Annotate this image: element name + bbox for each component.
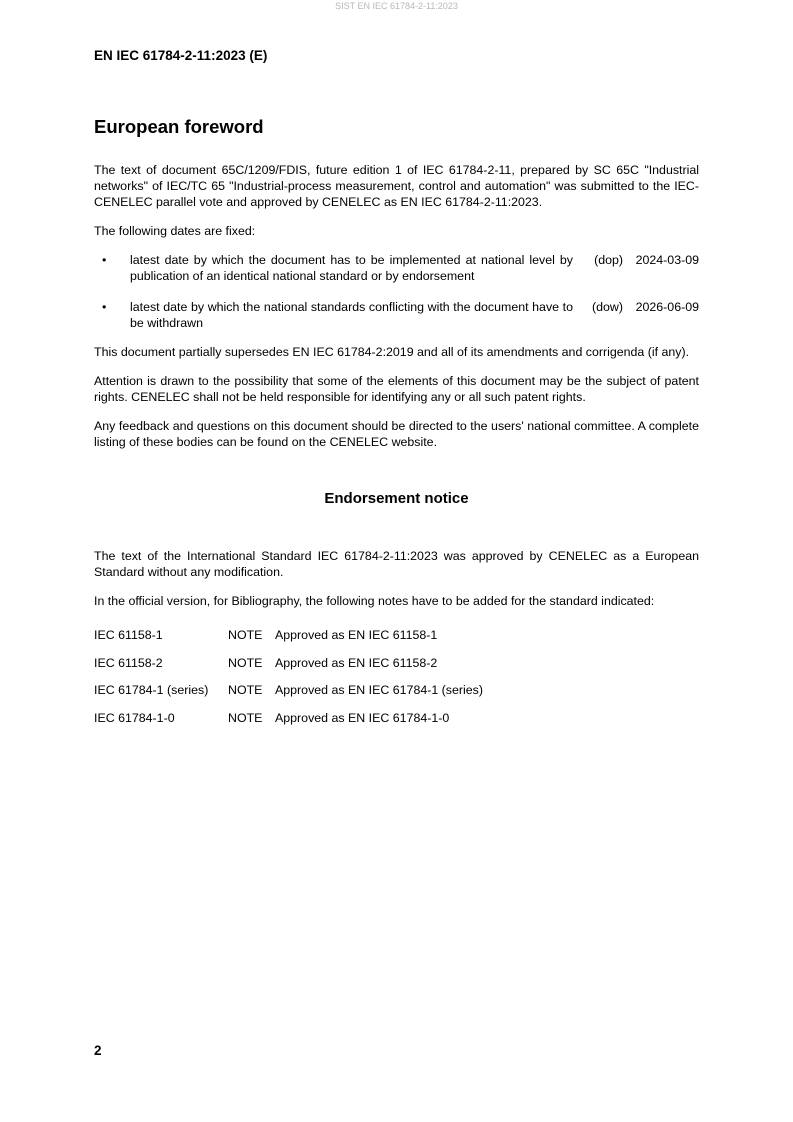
bibliography-note-label: NOTE	[228, 655, 263, 670]
bibliography-standard: IEC 61158-1	[94, 628, 163, 642]
supersedes-paragraph: This document partially supersedes EN IEC 61784-2:2019 and all of its amendments and corrigenda (if any).	[94, 345, 690, 359]
endorsement-title: Endorsement notice	[324, 490, 469, 507]
bibliography-intro: In the official version, for Bibliography, the following notes have to be added for the standard indicated:	[94, 594, 655, 608]
bibliography-note-text: Approved as EN IEC 61784-1-0	[275, 710, 450, 725]
bibliography-row	[94, 655, 699, 671]
date-value: 2026-06-09	[635, 300, 699, 314]
date-description: latest date by which the document has to be implemented at national level by publication of an identical national standard or by endorsement	[130, 253, 573, 283]
bibliography-standard: IEC 61158-2	[94, 655, 163, 670]
bullet-icon: •	[102, 300, 107, 314]
patent-paragraph: Attention is drawn to the possibility that some of the elements of this document may be the subject of patent rights. CENELEC shall not be held responsible for identifying any or all such patent rights.	[94, 374, 699, 404]
date-description: latest date by which the national standards conflicting with the document have to be withdrawn	[130, 300, 573, 330]
endorsement-paragraph: The text of the International Standard IEC 61784-2-11:2023 was approved by CENELEC as a European Standard without any modification.	[94, 549, 699, 579]
dates-intro: The following dates are fixed:	[94, 224, 256, 238]
bullet-icon: •	[102, 253, 107, 267]
bibliography-note-label: NOTE	[228, 628, 263, 642]
bibliography-note-text: Approved as EN IEC 61158-2	[275, 655, 438, 670]
page-number: 2	[94, 1043, 102, 1058]
page-content	[94, 116, 699, 737]
bibliography-standard: IEC 61784-1 (series)	[94, 683, 209, 697]
feedback-paragraph: Any feedback and questions on this document should be directed to the users' national committee. A complete listing of these bodies can be found on the CENELEC website.	[94, 419, 699, 449]
bibliography-list	[94, 627, 699, 726]
dates-list	[94, 252, 699, 331]
watermark: SIST EN IEC 61784-2-11:2023	[335, 1, 458, 11]
document-id: EN IEC 61784-2-11:2023 (E)	[94, 48, 268, 63]
bibliography-note-text: Approved as EN IEC 61784-1 (series)	[275, 683, 483, 697]
date-value: 2024-03-09	[635, 253, 699, 267]
bibliography-row	[94, 627, 699, 643]
foreword-paragraph: The text of document 65C/1209/FDIS, future edition 1 of IEC 61784-2-11, prepared by SC 65C "Industrial networks" of IEC/TC 65 "Industrial-process measurement, control and automation" was submitted to the IEC-CENELEC parallel vote and approved by CENELEC as EN IEC 61784-2-11:2023.	[94, 163, 699, 209]
date-item-dow	[94, 299, 699, 331]
bibliography-row	[94, 682, 699, 698]
bibliography-row	[94, 710, 699, 726]
bibliography-note-text: Approved as EN IEC 61158-1	[275, 628, 438, 642]
foreword-title: European foreword	[94, 116, 264, 137]
date-code: (dow)	[592, 300, 623, 314]
bibliography-note-label: NOTE	[228, 710, 263, 725]
bibliography-note-label: NOTE	[228, 683, 263, 697]
date-code: (dop)	[594, 253, 623, 267]
date-item-dop	[94, 252, 699, 284]
bibliography-standard: IEC 61784-1-0	[94, 710, 175, 725]
